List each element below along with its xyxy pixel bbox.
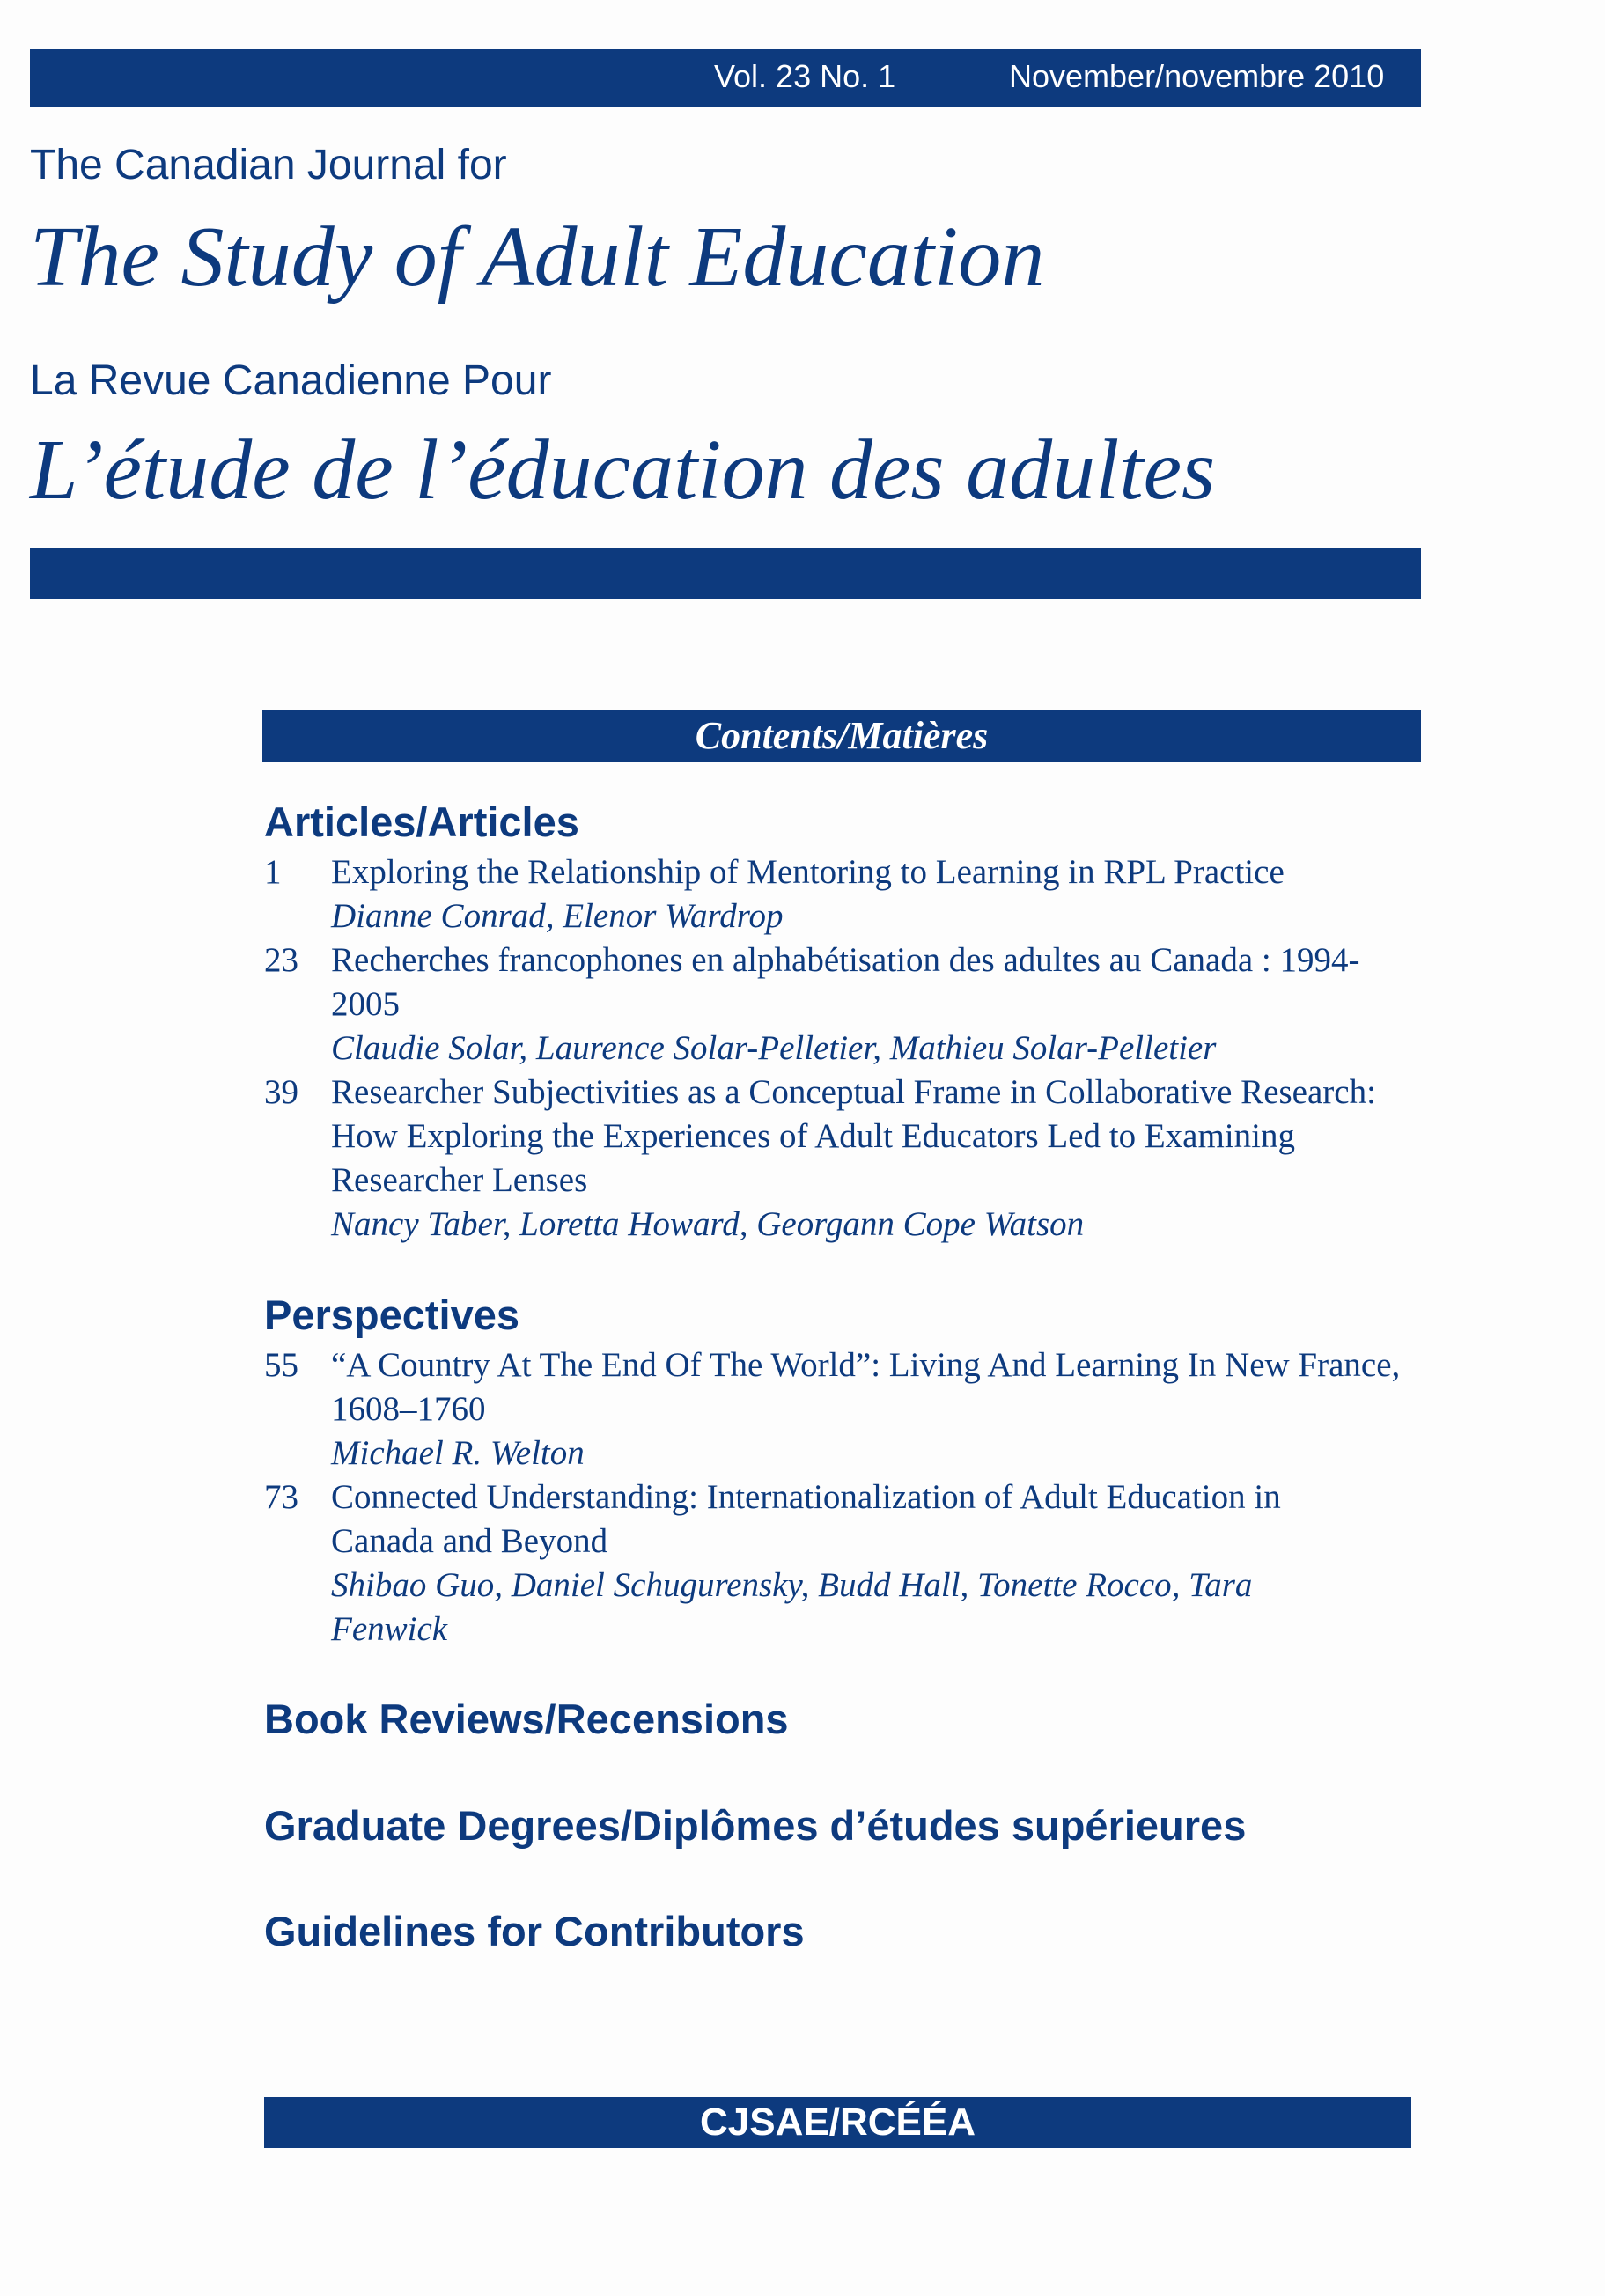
- article-title: Exploring the Relationship of Mentoring to Learning in RPL Practice: [331, 853, 1285, 891]
- graduate-degrees-heading: Graduate Degrees/Diplômes d’études supérieures: [264, 1802, 1247, 1849]
- article-authors: Michael R. Welton: [331, 1434, 585, 1472]
- french-title-prefix: La Revue Canadienne Pour: [30, 357, 552, 404]
- page-number: 23: [264, 941, 298, 979]
- toc-entry: [264, 938, 1426, 1071]
- article-title: Connected Understanding: Internationalization of Adult Education in Canada and Beyond: [331, 1478, 1281, 1560]
- book-reviews-heading: Book Reviews/Recensions: [264, 1696, 789, 1742]
- perspectives-section-heading: Perspectives: [264, 1292, 520, 1338]
- header-bar: [30, 49, 1421, 107]
- article-title: Researcher Subjectivities as a Conceptual Frame in Collaborative Research: How Exploring the Experiences of Adult Educators Led to Examining Researcher Lenses: [331, 1073, 1376, 1199]
- article-authors: Claudie Solar, Laurence Solar-Pelletier, Mathieu Solar-Pelletier: [331, 1029, 1217, 1067]
- page-number: 39: [264, 1073, 298, 1111]
- articles-section-heading: Articles/Articles: [264, 798, 579, 845]
- toc-entry: [264, 850, 1426, 938]
- article-authors: Shibao Guo, Daniel Schugurensky, Budd Hall, Tonette Rocco, Tara Fenwick: [331, 1566, 1253, 1648]
- french-journal-title: L’étude de l’éducation des adultes: [30, 423, 1216, 518]
- article-title: Recherches francophones en alphabétisation des adultes au Canada : 1994-2005: [331, 941, 1360, 1023]
- guidelines-heading: Guidelines for Contributors: [264, 1908, 805, 1954]
- footer-bar: CJSAE/RCÉÉA: [264, 2097, 1411, 2148]
- article-title: “A Country At The End Of The World”: Living And Learning In New France, 1608–1760: [331, 1346, 1401, 1428]
- title-divider-bar: [30, 548, 1421, 599]
- toc-entry: [264, 1071, 1426, 1247]
- issue-date: November/novembre 2010: [1009, 58, 1385, 94]
- volume-label: Vol. 23 No. 1: [714, 58, 896, 94]
- english-title-prefix: The Canadian Journal for: [30, 142, 507, 188]
- article-authors: Nancy Taber, Loretta Howard, Georgann Cope Watson: [331, 1205, 1085, 1243]
- toc-entry: [264, 1343, 1426, 1475]
- english-journal-title: The Study of Adult Education: [30, 210, 1045, 305]
- article-authors: Dianne Conrad, Elenor Wardrop: [331, 897, 784, 935]
- page-number: 55: [264, 1346, 298, 1384]
- page-number: 1: [264, 853, 282, 891]
- toc-entry: [264, 1475, 1426, 1652]
- contents-heading: Contents/Matières: [262, 710, 1421, 762]
- page-number: 73: [264, 1478, 298, 1516]
